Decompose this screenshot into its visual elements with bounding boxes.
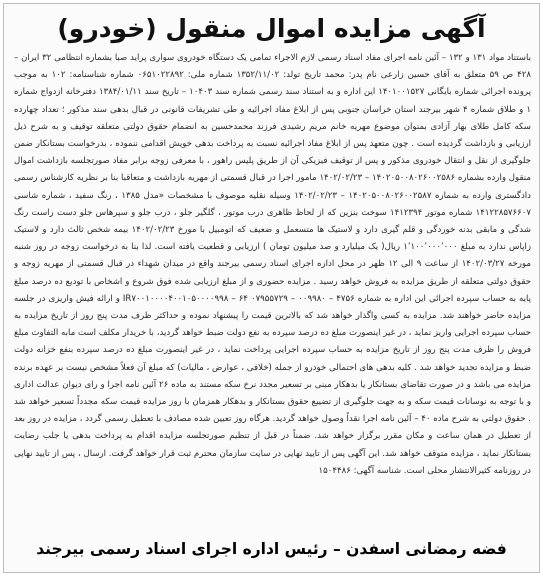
notice-title: آگهی مزایده اموال منقول (خودرو) bbox=[57, 14, 486, 43]
notice-body bbox=[14, 50, 531, 506]
notice-signature: فضه رمضانی اسفدن – رئیس اداره اجرای اسناد رسمی بیرجند bbox=[36, 540, 507, 558]
notice-page bbox=[3, 3, 540, 573]
notice-paragraph: باستناد مواد ۱۳۱ و ۱۳۲ – آئین نامه اجرای مفاد اسناد رسمی لازم الاجراء تمامی یک دستگاه خودروی سواری پراید صبا بشماره انتظامی ۳۲ ایران – ۴۲۸ ص ۵۹ متعلق به آقای حسین زارعی نام پدر: محمد تاریخ تولد: ۱۳۵۲/۱۱/۰۲ شماره ملی: ۰۶۵۱۰۲۲۸۹۲ شماره شناسنامه: ۱۰۲ به موجب پرونده اجرائی شماره بایگانی ۱۴۰۱۰۰۱۵۲۷ این اداره و به استناد سند رسمی شماره سند ۱۰۴۰۳ – تاریخ سند ۱۳۸۴/۰۱/۱۱ دفترخانه ازدواج شماره ۱ و طلاق شماره ۴ شهر بیرجند استان خراسان جنوبی پس از ابلاغ مفاد اجرائیه و طی تشریفات قانونی در قبال بدهی سند مذکور ؛ تعداد چهارده سکه کامل طلای بهار آزادی بمنوان موضوع مهریه خانم مریم رشیدی فرزند محمدحسین به انضمام حقوق دولتی متعلقه توقیف و به شرح ذیل ارزیابی و بازداشت گردیده است . چون متعهد پس از ابلاغ مفاد اجرائیه نسبت به پرداخت بدهی خویش اقدامی ننموده ، بدرخواست بستانکار ضمن جلوگیری از نقل و انتقال خودروی مذکور و پس از توقیف فیزیکی آن از طریق پلیس راهور ، با معرفی زوجه برابر مفاد صورتجلسه بازداشت اموال منقول وارده بشماره ۱۴۰۲۰۵۰۰۸۰۲۶۰۰۲۵۸۶ – ۱۴۰۲/۰۲/۲۳ مامور اجرا در قبال قسمتی از مهریه بازداشت و متعاقبا بنا بر نظریه کارشناس رسمی دادگستری وارده به شماره ۱۴۰۲۰۵۰۰۸۰۲۶۰۰۲۵۸۷ – ۱۴۰۲/۰۲/۲۳ وسیله نقلیه موصوف با مشخصات «مدل ۱۳۸۵ ، رنگ سفید ، شماره شاسی ۱۴۱۲۲۸۵۷۶۶۰۷ شماره موتور ۱۴۱۲۳۹۴ سوخت بنزین که از لحاظ ظاهری درب موتور ، گلگیر جلو ، درب جلو و سپرهاس جلو دست راست رنگ شدگی و مابقی بدنه خوردگی و قلم گیری دارد و لاستیک ها متسعمل و ضعیف که اتومبیل با مورخ ۱۴۰۲/۰۲/۲۳ بیمه شخص ثالث دارد و لاستیک زاپاس ندارد به مبلغ ۱٬۱۰۰٬۰۰۰٬۰۰۰ ریال( یک میلیارد و صد میلیون تومان ) ارزیابی و قطعیت یافته است. لذا بنا به درخواست زوجه در روز شنبه مورخه ۱۴۰۲/۰۳/۲۷ از ساعت ۹ الی ۱۲ ظهر در محل اداره اجرای اسناد رسمی بیرجند واقع در میدان شهداء در قبال قسمتی از مهریه زوجه و حقوق دولتی متعلقه از طریق مزایده به فروش خواهد رسید . مزایده حضوری و از مبلغ ارزیابی شده فوق شروع و اشخاص با تودیع ده درصد مبلغ پایه به حساب سپرده اجرائی این اداره به شماره IR۷۰۰۱۰۰۰۰۴۰۰۱۰۵۰۰۰۰۹۹۸ – ۶۴ ۰۷۹۵۵۷۲۹ – ۰۰۹۹۸۰ – ۴۷۵۶ و ارائه فیش واریزی در جلسه مزایده حاضر خواهند شد. مزایده به کسی واگذار خواهد شد که بالاترین قیمت را پیشنهاد نموده و حداکثر ظرف مدت پنج روز از تاریخ مزایده به حساب سپرده اجرایی واریز نماید ، در غیر اینصورت مبلغ ده درصد سپرده به نفع دولت ضبط خواهد گردید، با خریدار مکلف است مابه التفاوت مبلغ فروش را ظرف مدت پنج روز از تاریخ مزایده به حساب سپرده اجرایی پرداخت نماید ، در غیر اینصورت مبلغ ده درصد سپرده بنفع خزانه دولت ضبط و مزایده تجدید خواهد شد . کلیه بدهی های احتمالی خودرو از جمله (خلافی ، عوارض ، مالیات) که مبلغ آن فعلاً مشخص نیست بر عهده برنده مزایده می باشد و در صورت تقاضای بستانکار یا بدهکار مبنی بر تسعیر مجدد نرخ سکه مستند به ماده ۲۶ آئین نامه اجرا و رای دیوان عدالت اداری و با توجه به نوسانات قیمت سکه و به جهت جلوگیری از تضییع حقوق بستانکار و بدهکار همزمان با روز مزایده قیمت سکه مجدداً تسعیر خواهد شد . حقوق دولتی به شرح ماده ۴۰ – آئین نامه اجرا نقداً وصول خواهد گردید. هرگاه روز تعیین شده مصادف با تعطیل رسمی گردد ، مزایده در روز بعد از تعطیل در همان ساعت و مکان مقرر برگزار خواهد شد. ضمناً در قبل از تنظیم صورتجلسه مزایده اقدام به پرداخت بدهی یا جلب رضایت بستانکار نماید ، مزایده متوقف خواهد شد. این آگهی پس از تایید نهایی در سایت سازمان محترم ثبت قرار خواهد گرفت. ارسال ، پس از تایید نهایی در روزنامه کثیرالانتشار محلی است. شناسه آگهی: ۱۵۰۴۴۸۶ bbox=[14, 53, 531, 476]
